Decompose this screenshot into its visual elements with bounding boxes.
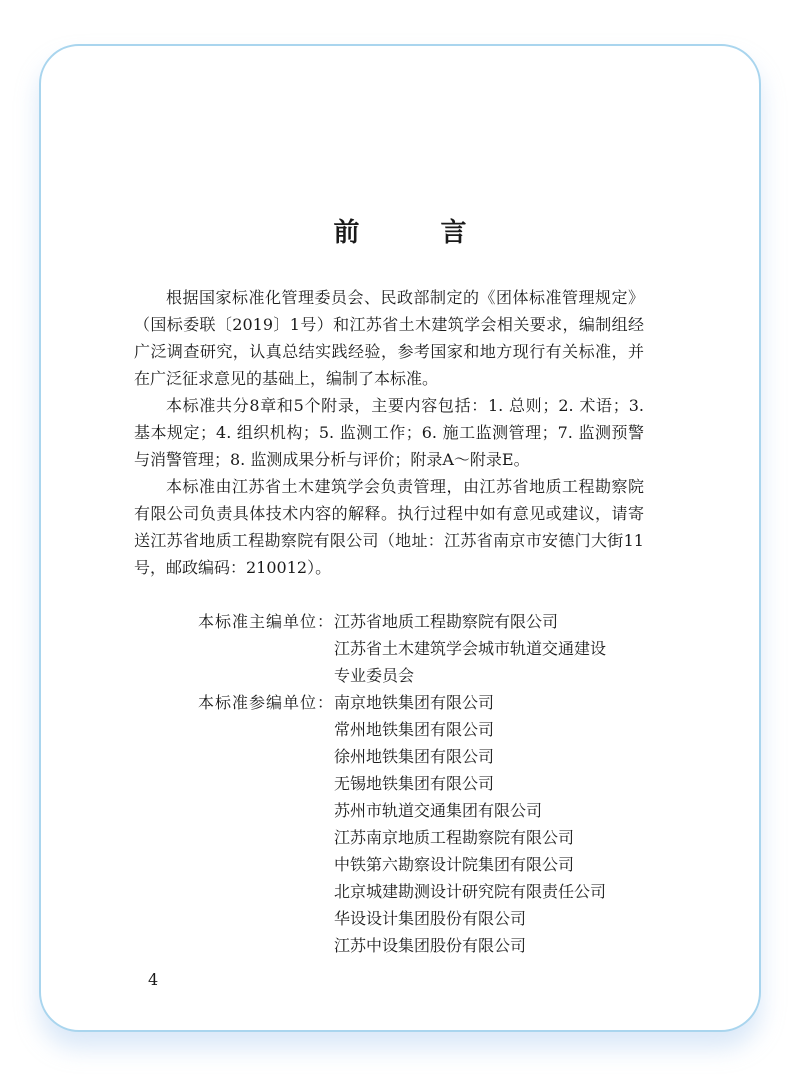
preface-body: [134, 284, 644, 581]
participating-unit-item: 中铁第六勘察设计院集团有限公司: [334, 855, 575, 874]
participating-units-label: 本标准参编单位：: [197, 693, 334, 712]
participating-units-list: [334, 689, 654, 959]
chief-unit-item: 专业委员会: [334, 666, 415, 685]
participating-unit-item: 徐州地铁集团有限公司: [334, 747, 495, 766]
participating-unit-item: 常州地铁集团有限公司: [334, 720, 495, 739]
paragraph-3: 本标准由江苏省土木建筑学会负责管理，由江苏省地质工程勘察院有限公司负责具体技术内容的解释。执行过程中如有意见或建议，请寄送江苏省地质工程勘察院有限公司（地址：江苏省南京市安德门大街11号，邮政编码：210012）。: [134, 477, 644, 577]
participating-unit-item: 北京城建勘测设计研究院有限责任公司: [334, 882, 607, 901]
participating-units-block: [134, 689, 654, 959]
paragraph-2: 本标准共分8章和5个附录，主要内容包括：1. 总则；2. 术语；3. 基本规定；4. 组织机构；5. 监测工作；6. 施工监测管理；7. 监测预警与消警管理；8. 监测成果分析与评价；附录A～附录E。: [134, 396, 644, 469]
participating-unit-item: 华设设计集团股份有限公司: [334, 909, 527, 928]
page-number: 4: [148, 970, 159, 989]
chief-units-label: 本标准主编单位：: [197, 612, 334, 631]
chief-unit-item: 江苏省土木建筑学会城市轨道交通建设: [334, 639, 607, 658]
chief-unit-item: 江苏省地质工程勘察院有限公司: [334, 612, 559, 631]
chief-units-list: [334, 608, 654, 689]
participating-unit-item: 无锡地铁集团有限公司: [334, 774, 495, 793]
paragraph-1: 根据国家标准化管理委员会、民政部制定的《团体标准管理规定》（国标委联〔2019〕1号）和江苏省土木建筑学会相关要求，编制组经广泛调查研究，认真总结实践经验，参考国家和地方现行有关标准，并在广泛征求意见的基础上，编制了本标准。: [134, 288, 644, 388]
participating-unit-item: 江苏中设集团股份有限公司: [334, 936, 527, 955]
participating-unit-item: 苏州市轨道交通集团有限公司: [334, 801, 543, 820]
chief-units-block: [134, 608, 654, 689]
participating-unit-item: 江苏南京地质工程勘察院有限公司: [334, 828, 575, 847]
participating-unit-item: 南京地铁集团有限公司: [334, 693, 495, 712]
page-title: 前 言: [333, 218, 503, 248]
